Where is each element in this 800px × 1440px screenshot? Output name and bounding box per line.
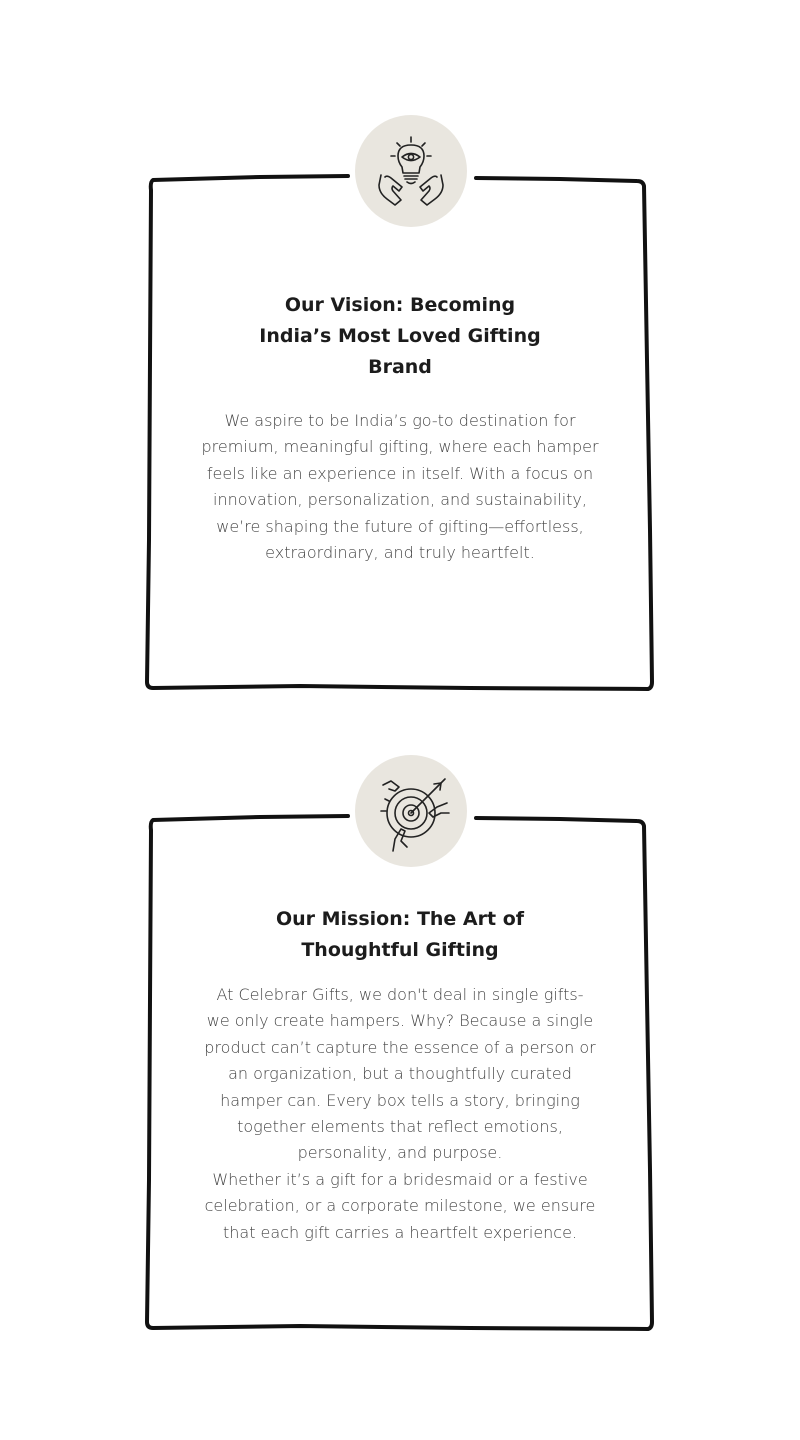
mission-icon-circle <box>355 755 467 867</box>
target-hands-icon <box>355 755 467 867</box>
vision-body: We aspire to be India’s go-to destination for premium, meaningful gifting, where each hamper feels like an experience in itself. With a focus on innovation, personalization, and sustainability, we’re shaping the future of gifting—effortless, extraordinary, and truly heartfelt. <box>201 411 599 563</box>
vision-icon-circle <box>355 115 467 227</box>
vision-title: Our Vision: Becoming India’s Most Loved Gifting Brand <box>259 294 541 378</box>
mission-card <box>0 750 800 1410</box>
mission-body: At Celebrar Gifts, we don't deal in single gifts- we only create hampers. Why? Because a single product can’t capture the essence of a person or an organization, but a thoughtfully curated hamper can. Every box tells a story, bringing together elements that reflect emotions, personality, and purpose. Whether it’s a gift for a bridesmaid or a festive celebration, or a corporate milestone, we ensure that each gift carries a heartfelt experience. <box>204 985 596 1242</box>
lightbulb-eye-hands-icon <box>355 115 467 227</box>
mission-title: Our Mission: The Art of Thoughtful Gifting <box>275 908 525 961</box>
vision-card <box>0 110 800 770</box>
